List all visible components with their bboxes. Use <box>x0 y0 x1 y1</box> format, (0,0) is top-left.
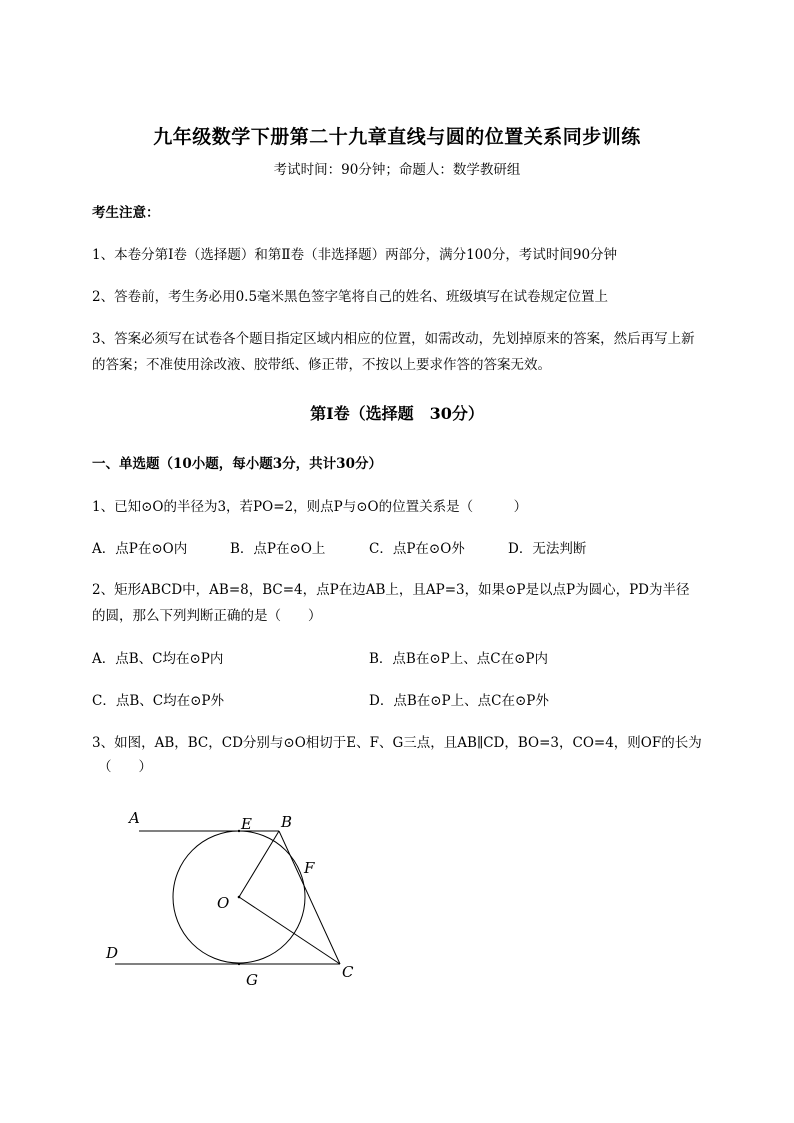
notice-item-1: 1、本卷分第I卷（选择题）和第Ⅱ卷（非选择题）两部分，满分100分，考试时间90分钟 <box>92 247 618 263</box>
label-a: A <box>129 809 140 827</box>
notice-item-3-cont: 的答案；不准使用涂改液、胶带纸、修正带，不按以上要求作答的答案无效。 <box>92 357 551 373</box>
question-2-stem: 2、矩形ABCD中，AB=8，BC=4，点P在边AB上，且AP=3，如果⊙P是以点P为圆心，PD为半径 <box>92 582 690 598</box>
label-b: B <box>281 813 293 831</box>
label-d: D <box>106 944 119 962</box>
label-f: F <box>304 859 315 877</box>
question-1-option-a[interactable]: A．点P在⊙O内 <box>92 541 188 557</box>
label-g: G <box>246 971 258 989</box>
notice-item-3: 3、答案必须写在试卷各个题目指定区域内相应的位置，如需改动，先划掉原来的答案，然后再写上新 <box>92 331 695 347</box>
question-2-option-b[interactable]: B．点B在⊙P上、点C在⊙P内 <box>369 651 548 667</box>
point-e-dot <box>238 830 240 832</box>
section-title: 第I卷（选择题 30分） <box>310 404 484 423</box>
point-g-dot <box>238 963 240 965</box>
label-c: C <box>342 963 354 981</box>
question-2-stem-cont: 的圆，那么下列判断正确的是（ ） <box>92 608 322 624</box>
question-1-option-d[interactable]: D．无法判断 <box>508 541 587 557</box>
question-3-stem: 3、如图，AB，BC，CD分别与⊙O相切于E、F、G三点，且AB∥CD，BO=3，CO=4，则OF的长为 <box>92 735 702 751</box>
question-3-stem-cont: （ ） <box>98 759 152 775</box>
notice-item-2: 2、答卷前，考生务必用0.5毫米黑色签字笔将自己的姓名、班级填写在试卷规定位置上 <box>92 289 609 305</box>
part-heading: 一、单选题（10小题，每小题3分，共计30分） <box>92 456 382 472</box>
question-2-option-a[interactable]: A．点B、C均在⊙P内 <box>92 651 224 667</box>
question-2-option-d[interactable]: D．点B在⊙P上、点C在⊙P外 <box>369 693 549 709</box>
center-dot <box>238 896 241 899</box>
line-ob <box>239 831 279 897</box>
label-e: E <box>241 815 252 833</box>
question-1-stem: 1、已知⊙O的半径为3，若PO=2，则点P与⊙O的位置关系是（ ） <box>92 499 528 515</box>
exam-info: 考试时间：90分钟；命题人：数学教研组 <box>273 162 521 178</box>
label-o: O <box>217 894 230 912</box>
page-title: 九年级数学下册第二十九章直线与圆的位置关系同步训练 <box>153 126 641 148</box>
question-2-option-c[interactable]: C．点B、C均在⊙P外 <box>92 693 224 709</box>
question-1-option-b[interactable]: B．点P在⊙O上 <box>230 541 326 557</box>
question-1-option-c[interactable]: C．点P在⊙O外 <box>369 541 465 557</box>
notice-heading: 考生注意： <box>92 205 160 221</box>
